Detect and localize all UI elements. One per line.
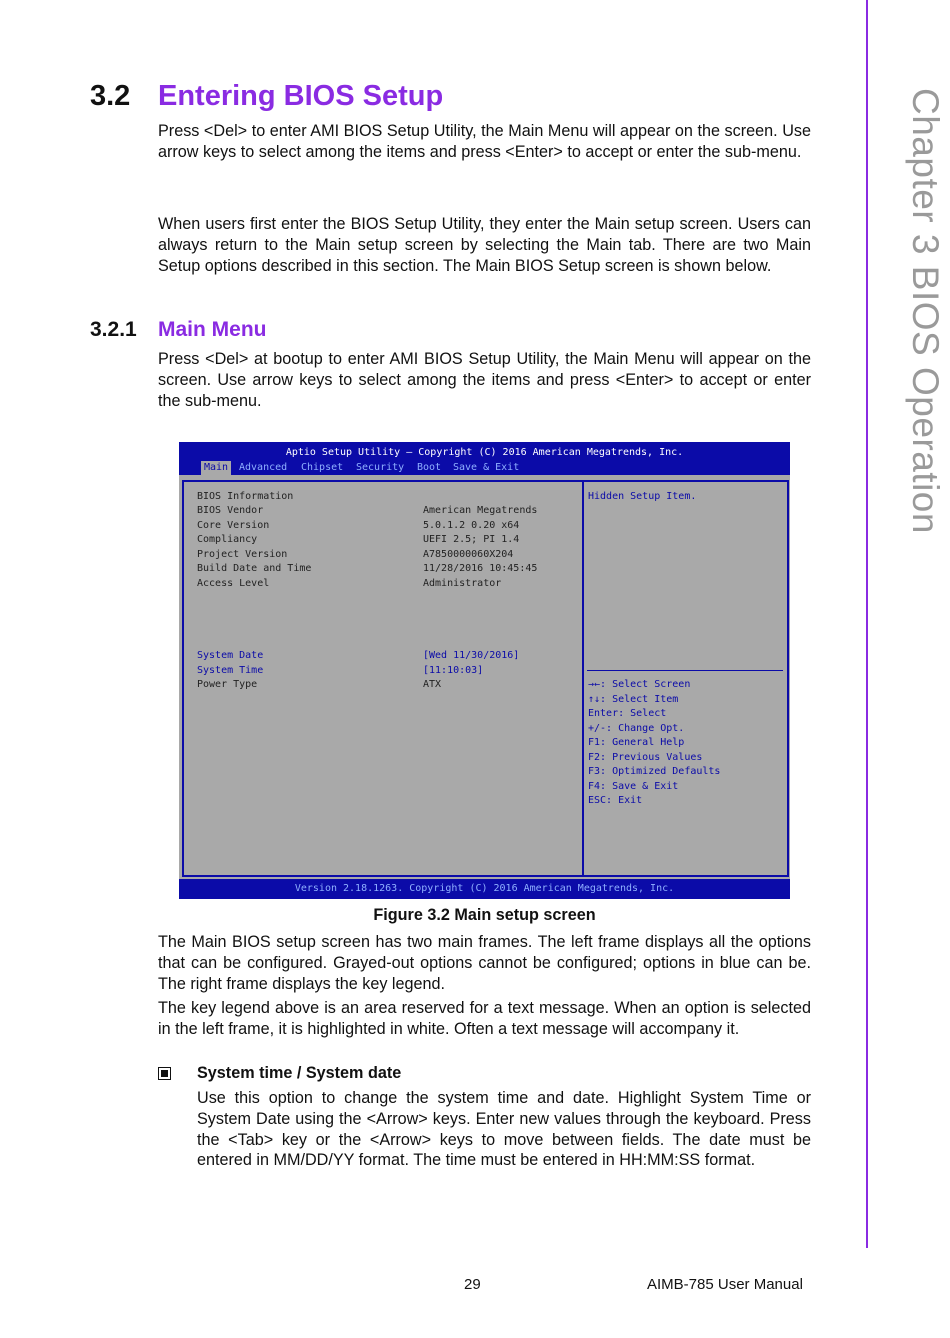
bios-help-separator [587,670,783,671]
bios-key-legend-item: +/-: Change Opt. [588,723,685,734]
bios-option-system-date[interactable]: System Date [197,650,264,661]
page-number: 29 [464,1276,481,1293]
subsection-number: 3.2.1 [90,318,137,341]
body-paragraph-2: The key legend above is an area reserved for a text message. When an option is selected in the left frame, it is highlighted in white. Often a text message will accompany it. [158,999,811,1038]
bios-main-screen [179,442,790,899]
bios-option-power-type-value: ATX [423,679,442,690]
section-number: 3.2 [90,80,131,112]
bios-row-value: 11/28/2016 10:45:45 [423,563,538,574]
bios-row-value: American Megatrends [423,505,538,516]
bios-row-label: Build Date and Time [197,563,312,574]
subsection-paragraph: Press <Del> at bootup to enter AMI BIOS Setup Utility, the Main Menu will appear on the screen. Use arrow keys to select among the items and press <Enter> to accept or enter the sub-menu. [158,350,811,410]
bios-tab-advanced[interactable]: Advanced [239,462,288,473]
bios-option-system-date-value[interactable]: [Wed 11/30/2016] [423,650,520,661]
bios-row-value: Administrator [423,578,502,589]
subsection-title: Main Menu [158,318,267,341]
bios-key-legend-item: ↑↓: Select Item [588,694,679,705]
bios-tab-save-exit[interactable]: Save & Exit [453,462,520,473]
bios-key-legend-item: →←: Select Screen [588,679,691,690]
section-paragraph-2: When users first enter the BIOS Setup Utility, they enter the Main setup screen. Users can always return to the Main setup screen by selecting the Main tab. There are two Main Setup options described in this section. The Main BIOS Setup screen is shown below. [158,215,811,275]
bios-key-legend-item: F1: General Help [588,737,685,748]
bios-tab-chipset[interactable]: Chipset [301,462,344,473]
bullet-square-icon [158,1067,171,1080]
bios-option-system-time-value[interactable]: [11:10:03] [423,665,484,676]
bios-key-legend-item: Enter: Select [588,708,667,719]
bios-row-value: 5.0.1.2 0.20 x64 [423,520,520,531]
bullet-paragraph: Use this option to change the system time and date. Highlight System Time or System Date using the <Arrow> keys. Enter new values through the keyboard. Press the <Tab> key or the <Arrow> keys to move between fields. The date must be entered in MM/DD/YY format. The time must be entered in HH:MM:SS format. [197,1089,811,1170]
bios-key-legend-item: F3: Optimized Defaults [588,766,721,777]
bios-tab-main[interactable]: Main [201,461,231,475]
chapter-tab-label: Chapter 3 BIOS Operation [905,88,946,534]
bios-row-label: Access Level [197,578,270,589]
bios-footer-text: Version 2.18.1263. Copyright (C) 2016 American Megatrends, Inc. [294,883,675,894]
bios-key-legend-item: F2: Previous Values [588,752,703,763]
bios-row-value: A7850000060X204 [423,549,514,560]
bios-footer-bar [179,879,790,899]
bios-help-text: Hidden Setup Item. [588,491,697,502]
bios-row-label: BIOS Vendor [197,505,264,516]
bios-tab-security[interactable]: Security [356,462,405,473]
bios-title: Aptio Setup Utility – Copyright (C) 2016 American Megatrends, Inc. [285,447,684,458]
bios-key-legend-item: F4: Save & Exit [588,781,679,792]
figure-caption: Figure 3.2 Main setup screen [373,906,596,924]
bios-option-system-time[interactable]: System Time [197,665,264,676]
bios-row-label: Project Version [197,549,288,560]
bios-row-label: Compliancy [197,534,258,545]
bios-info-header: BIOS Information [197,491,294,502]
bios-row-label: Core Version [197,520,270,531]
chapter-tab [906,88,946,548]
manual-title: AIMB-785 User Manual [647,1276,803,1293]
bullet-title: System time / System date [197,1064,402,1082]
chapter-divider-line [866,0,868,1248]
bios-frame-divider [582,480,584,877]
bios-tab-boot[interactable]: Boot [417,462,442,473]
bios-option-power-type: Power Type [197,679,258,690]
bios-row-value: UEFI 2.5; PI 1.4 [423,534,520,545]
body-paragraph-1: The Main BIOS setup screen has two main frames. The left frame displays all the options that can be configured. Grayed-out options cannot be configured; options in blue can be. The right frame displays the key legend. [158,933,811,993]
section-paragraph-1: Press <Del> to enter AMI BIOS Setup Utility, the Main Menu will appear on the screen. Use arrow keys to select among the items and press <Enter> to accept or enter the sub-menu. [158,122,811,161]
section-title: Entering BIOS Setup [158,80,444,112]
bios-key-legend-item: ESC: Exit [588,795,643,806]
bios-title-bar [179,442,790,475]
